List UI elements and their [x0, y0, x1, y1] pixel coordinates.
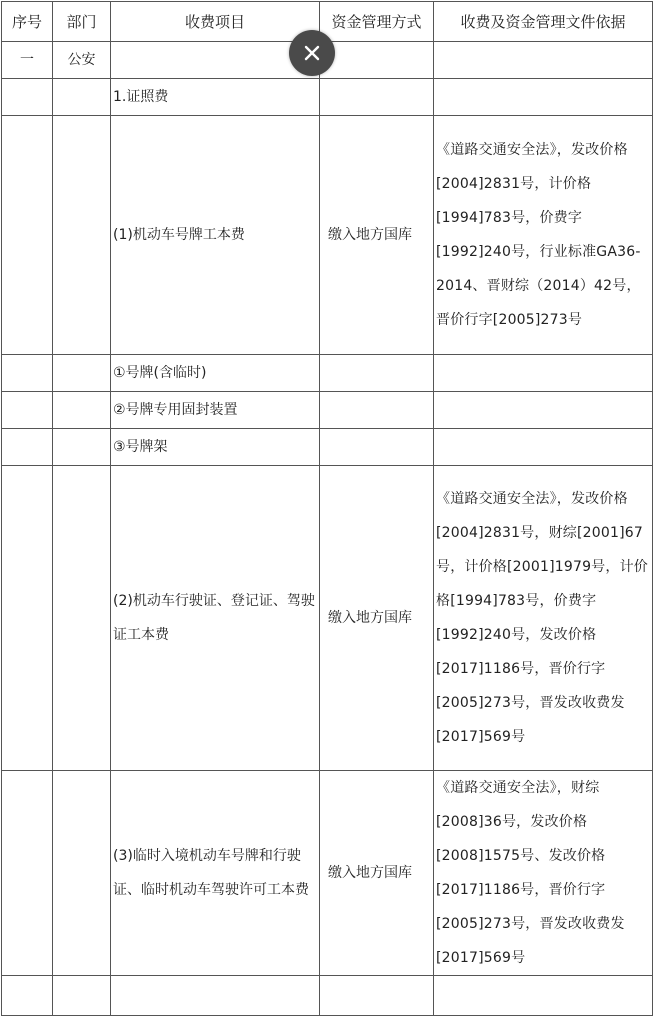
cell-basis	[434, 429, 653, 466]
cell-item: ①号牌(含临时)	[111, 355, 320, 392]
cell-mgmt: 缴入地方国库	[320, 771, 434, 976]
cell-idx: 一	[2, 42, 53, 79]
cell-mgmt	[320, 42, 434, 79]
header-basis: 收费及资金管理文件依据	[434, 2, 653, 42]
header-item: 收费项目	[111, 2, 320, 42]
cell-idx	[2, 771, 53, 976]
table-row	[2, 429, 653, 466]
cell-mgmt	[320, 429, 434, 466]
cell-dept	[53, 771, 111, 976]
cell-dept	[53, 976, 111, 1016]
cell-dept	[53, 116, 111, 355]
cell-mgmt	[320, 976, 434, 1016]
table-row	[2, 116, 653, 355]
cell-basis: 《道路交通安全法》，发改价格[2004]2831号，财综[2001]67号，计价格[2001]1979号，计价格[1994]783号，价费字[1992]240号，发改价格[2017]1186号，晋价行字[2005]273号，晋发改收费发[2017]569号	[434, 466, 653, 771]
table-row	[2, 392, 653, 429]
cell-mgmt	[320, 392, 434, 429]
cell-idx	[2, 466, 53, 771]
header-idx: 序号	[2, 2, 53, 42]
cell-idx	[2, 429, 53, 466]
cell-idx	[2, 976, 53, 1016]
table-row	[2, 355, 653, 392]
cell-idx	[2, 392, 53, 429]
table-row	[2, 976, 653, 1016]
close-icon	[303, 44, 321, 62]
cell-item: (2)机动车行驶证、登记证、驾驶证工本费	[111, 466, 320, 771]
table-row	[2, 771, 653, 976]
cell-item: (3)临时入境机动车号牌和行驶证、临时机动车驾驶许可工本费	[111, 771, 320, 976]
cell-mgmt: 缴入地方国库	[320, 466, 434, 771]
cell-dept	[53, 466, 111, 771]
cell-basis	[434, 42, 653, 79]
cell-dept	[53, 429, 111, 466]
cell-basis	[434, 392, 653, 429]
header-dept: 部门	[53, 2, 111, 42]
cell-basis	[434, 976, 653, 1016]
cell-item: ③号牌架	[111, 429, 320, 466]
cell-item: ②号牌专用固封装置	[111, 392, 320, 429]
cell-item	[111, 42, 320, 79]
cell-mgmt: 缴入地方国库	[320, 116, 434, 355]
close-button[interactable]	[289, 30, 335, 76]
fee-table	[1, 1, 653, 1016]
header-mgmt: 资金管理方式	[320, 2, 434, 42]
table-row	[2, 79, 653, 116]
cell-idx	[2, 355, 53, 392]
cell-basis: 《道路交通安全法》，财综[2008]36号，发改价格[2008]1575号、发改价格[2017]1186号，晋价行字[2005]273号，晋发改收费发[2017]569号	[434, 771, 653, 976]
cell-item	[111, 976, 320, 1016]
cell-dept	[53, 355, 111, 392]
cell-mgmt	[320, 79, 434, 116]
cell-basis	[434, 79, 653, 116]
cell-idx	[2, 116, 53, 355]
cell-dept	[53, 79, 111, 116]
cell-dept	[53, 392, 111, 429]
table-row	[2, 466, 653, 771]
cell-basis	[434, 355, 653, 392]
cell-item: 1.证照费	[111, 79, 320, 116]
cell-idx	[2, 79, 53, 116]
cell-item: (1)机动车号牌工本费	[111, 116, 320, 355]
cell-basis: 《道路交通安全法》，发改价格[2004]2831号，计价格[1994]783号，价费字[1992]240号，行业标准GA36-2014、晋财综（2014）42号，晋价行字[2005]273号	[434, 116, 653, 355]
cell-dept: 公安	[53, 42, 111, 79]
cell-mgmt	[320, 355, 434, 392]
